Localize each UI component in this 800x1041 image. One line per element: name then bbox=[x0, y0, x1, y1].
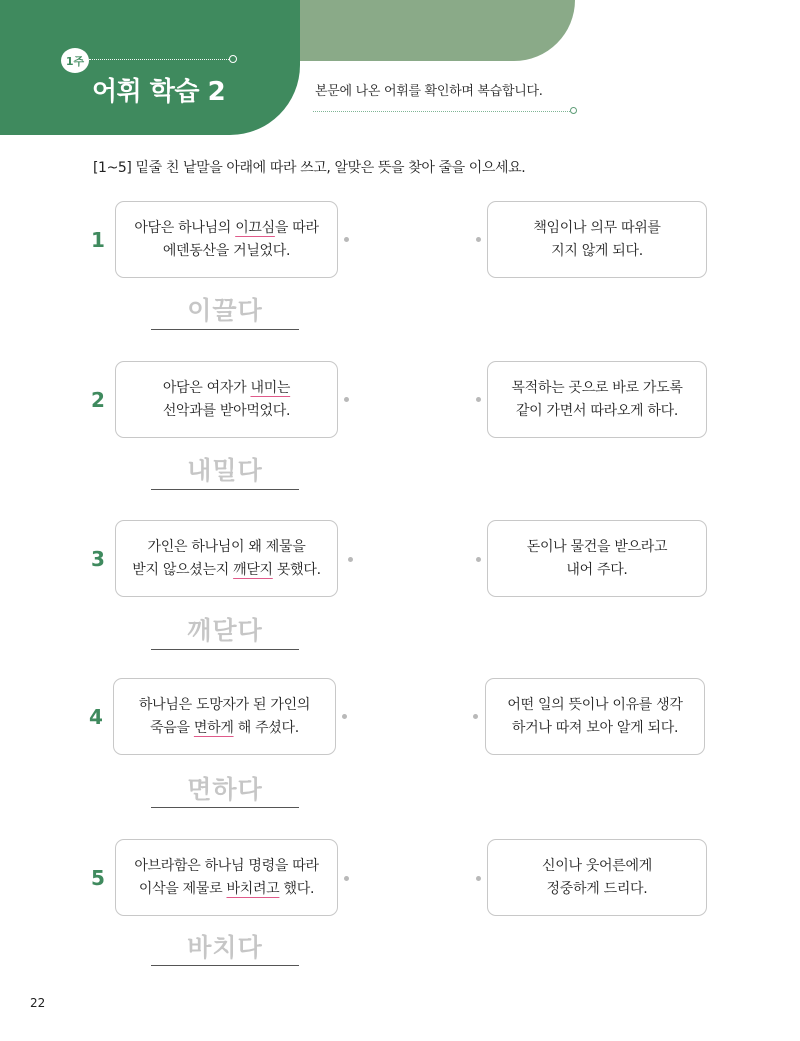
connect-dot-right-3[interactable] bbox=[476, 557, 481, 562]
question-number-5: 5 bbox=[91, 866, 105, 890]
meaning-box-4 bbox=[485, 678, 705, 755]
sentence-text: 받지 않으셨는지 bbox=[132, 561, 234, 578]
connect-dot-right-2[interactable] bbox=[476, 397, 481, 402]
connect-dot-right-4[interactable] bbox=[473, 714, 478, 719]
question-number-2: 2 bbox=[91, 388, 105, 412]
week-dotted-line bbox=[89, 59, 229, 60]
meaning-text: 내어 주다. bbox=[566, 561, 628, 578]
underlined-word: 바치려고 bbox=[226, 880, 280, 897]
answer-word-3: 깨닫다 bbox=[187, 616, 263, 645]
meaning-text: 정중하게 드리다. bbox=[546, 880, 648, 897]
sentence-text: 아담은 여자가 bbox=[162, 379, 251, 396]
connect-dot-right-5[interactable] bbox=[476, 876, 481, 881]
meaning-text: 어떤 일의 뜻이나 이유를 생각 bbox=[507, 696, 683, 713]
answer-word-2: 내밀다 bbox=[187, 456, 263, 485]
meaning-text: 같이 가면서 따라오게 하다. bbox=[515, 402, 679, 419]
answer-word-5: 바치다 bbox=[187, 933, 263, 962]
sentence-text: 하나님은 도망자가 된 가인의 bbox=[138, 696, 311, 713]
sentence-text: 못했다. bbox=[272, 561, 321, 578]
underlined-word: 이끄심 bbox=[235, 219, 275, 236]
question-number-3: 3 bbox=[91, 547, 105, 571]
sentence-text: 에덴동산을 거닐었다. bbox=[162, 242, 291, 259]
week-line-end-dot bbox=[229, 55, 237, 63]
week-badge: 1주 bbox=[61, 48, 89, 73]
subtitle-dotted-line bbox=[313, 111, 570, 112]
meaning-box-3 bbox=[487, 520, 707, 597]
page-subtitle: 본문에 나온 어휘를 확인하며 복습합니다. bbox=[315, 84, 543, 99]
meaning-text: 책임이나 의무 따위를 bbox=[533, 219, 661, 236]
answer-line-2[interactable] bbox=[151, 489, 299, 490]
sentence-text: 을 따라 bbox=[274, 219, 319, 236]
sentence-text: 아브라함은 하나님 명령을 따라 bbox=[134, 857, 319, 874]
sentence-text: 죽음을 bbox=[150, 719, 194, 736]
answer-word-4: 면하다 bbox=[187, 775, 263, 804]
connect-dot-right-1[interactable] bbox=[476, 237, 481, 242]
question-number-4: 4 bbox=[89, 705, 103, 729]
answer-line-1[interactable] bbox=[151, 329, 299, 330]
subtitle-line-end-dot bbox=[570, 107, 577, 114]
sentence-text: 해 주셨다. bbox=[233, 719, 299, 736]
meaning-text: 지지 않게 되다. bbox=[551, 242, 643, 259]
answer-line-4[interactable] bbox=[151, 807, 299, 808]
sentence-text: 선악과를 받아먹었다. bbox=[162, 402, 291, 419]
page-title: 어휘 학습 2 bbox=[92, 77, 226, 107]
meaning-box-1 bbox=[487, 201, 707, 278]
sentence-text: 가인은 하나님이 왜 제물을 bbox=[147, 538, 306, 555]
meaning-text: 목적하는 곳으로 바로 가도록 bbox=[511, 379, 683, 396]
underlined-word: 깨닫지 bbox=[233, 561, 273, 578]
answer-line-3[interactable] bbox=[151, 649, 299, 650]
sentence-text: 했다. bbox=[279, 880, 315, 897]
sentence-text: 아담은 하나님의 bbox=[134, 219, 236, 236]
instruction: [1~5] 밑줄 친 낱말을 아래에 따라 쓰고, 알맞은 뜻을 찾아 줄을 이으세요. bbox=[93, 160, 526, 176]
connect-dot-left-3[interactable] bbox=[348, 557, 353, 562]
question-number-1: 1 bbox=[91, 228, 105, 252]
answer-line-5[interactable] bbox=[151, 965, 299, 966]
sentence-box-4 bbox=[113, 678, 336, 755]
meaning-box-2 bbox=[487, 361, 707, 438]
sentence-text: 이삭을 제물로 bbox=[138, 880, 227, 897]
underlined-word: 면하게 bbox=[193, 719, 234, 736]
connect-dot-left-5[interactable] bbox=[344, 876, 349, 881]
sentence-box-5 bbox=[115, 839, 338, 916]
sentence-box-1 bbox=[115, 201, 338, 278]
header-band-front bbox=[0, 0, 300, 135]
connect-dot-left-1[interactable] bbox=[344, 237, 349, 242]
meaning-box-5 bbox=[487, 839, 707, 916]
sentence-box-3 bbox=[115, 520, 338, 597]
connect-dot-left-2[interactable] bbox=[344, 397, 349, 402]
underlined-word: 내미는 bbox=[250, 379, 291, 396]
meaning-text: 돈이나 물건을 받으라고 bbox=[526, 538, 668, 555]
meaning-text: 신이나 웃어른에게 bbox=[542, 857, 652, 874]
sentence-box-2 bbox=[115, 361, 338, 438]
meaning-text: 하거나 따져 보아 알게 되다. bbox=[511, 719, 679, 736]
answer-word-1: 이끌다 bbox=[187, 296, 263, 325]
connect-dot-left-4[interactable] bbox=[342, 714, 347, 719]
page-number: 22 bbox=[30, 996, 46, 1010]
